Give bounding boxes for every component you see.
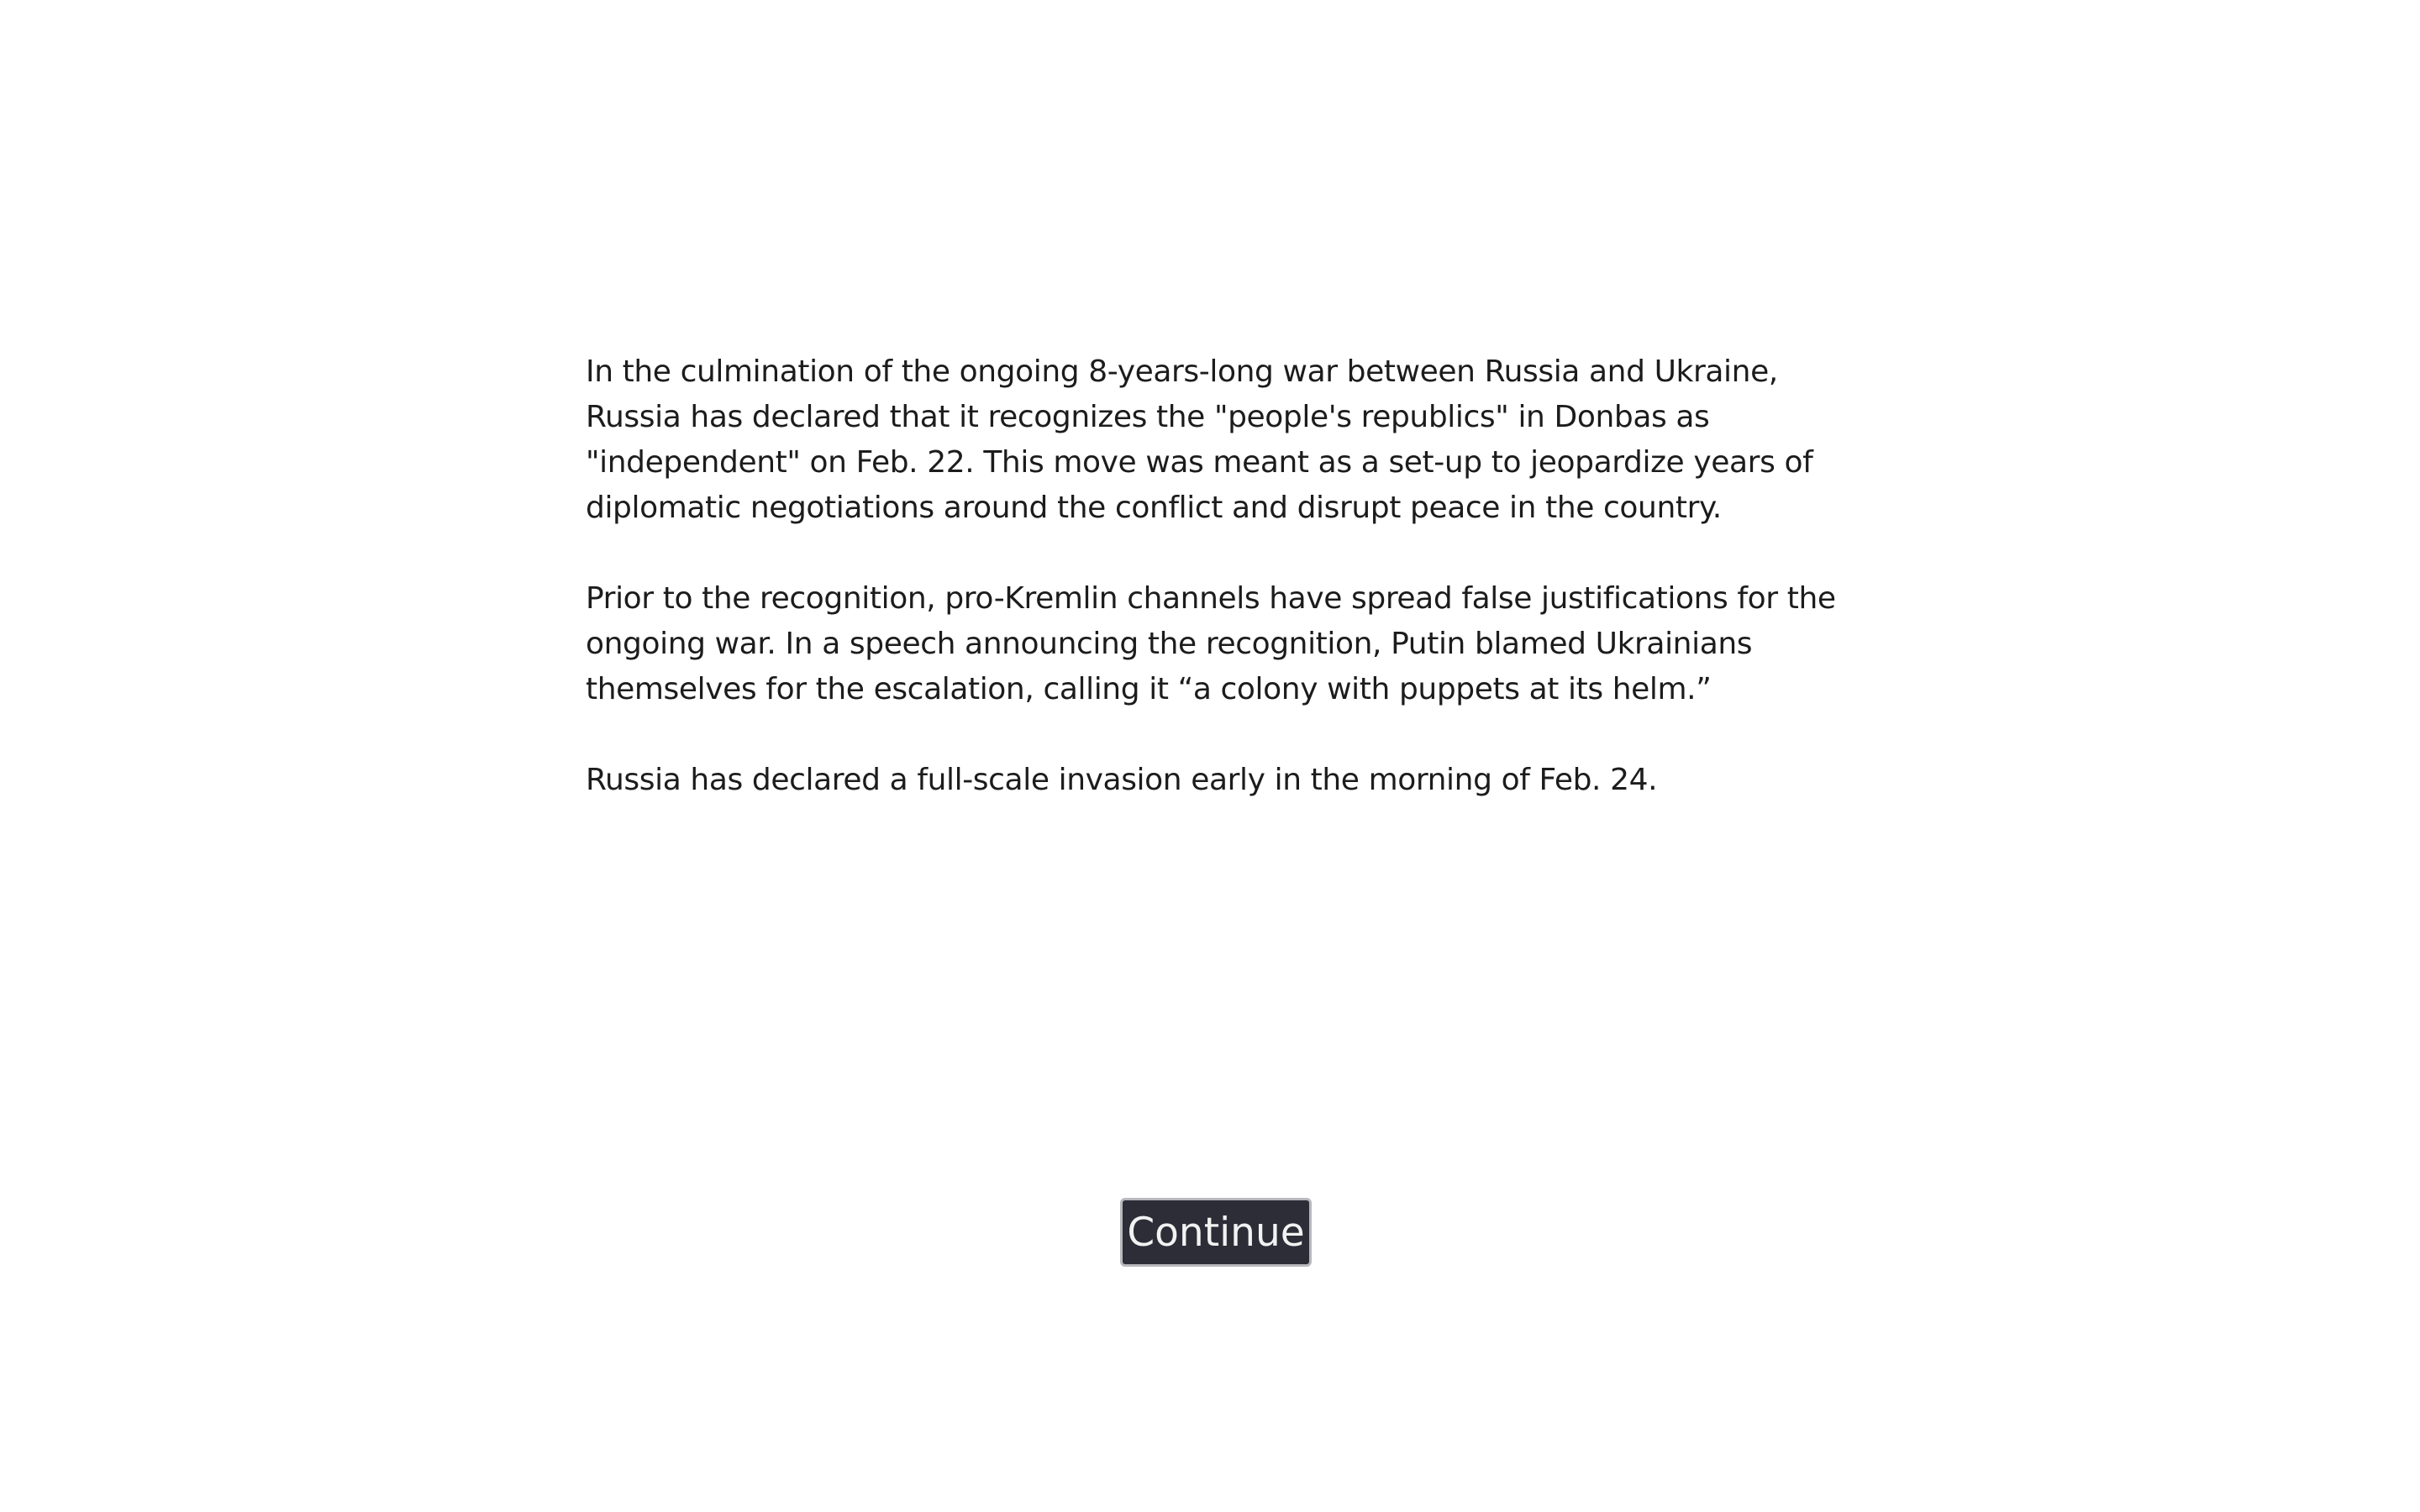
article-content [586,349,1846,848]
continue-button[interactable]: Continue [1120,1198,1312,1267]
article-paragraph-1: In the culmination of the ongoing 8-years-long war between Russia and Ukraine, Russia has declared that it recognizes the "people's republics" in Donbas as "independent" on Feb. 22. This move was meant as a set-up to jeopardize years of diplomatic negotiations around the conflict and disrupt peace in the country. [586,354,1813,525]
article-paragraph-3: Russia has declared a full-scale invasion early in the morning of Feb. 24. [586,763,1658,797]
article-paragraph-2: Prior to the recognition, pro-Kremlin channels have spread false justifications for the ongoing war. In a speech announcing the recognition, Putin blamed Ukrainians themselves for the escalation, calling it “a colony with puppets at its helm.” [586,581,1836,706]
